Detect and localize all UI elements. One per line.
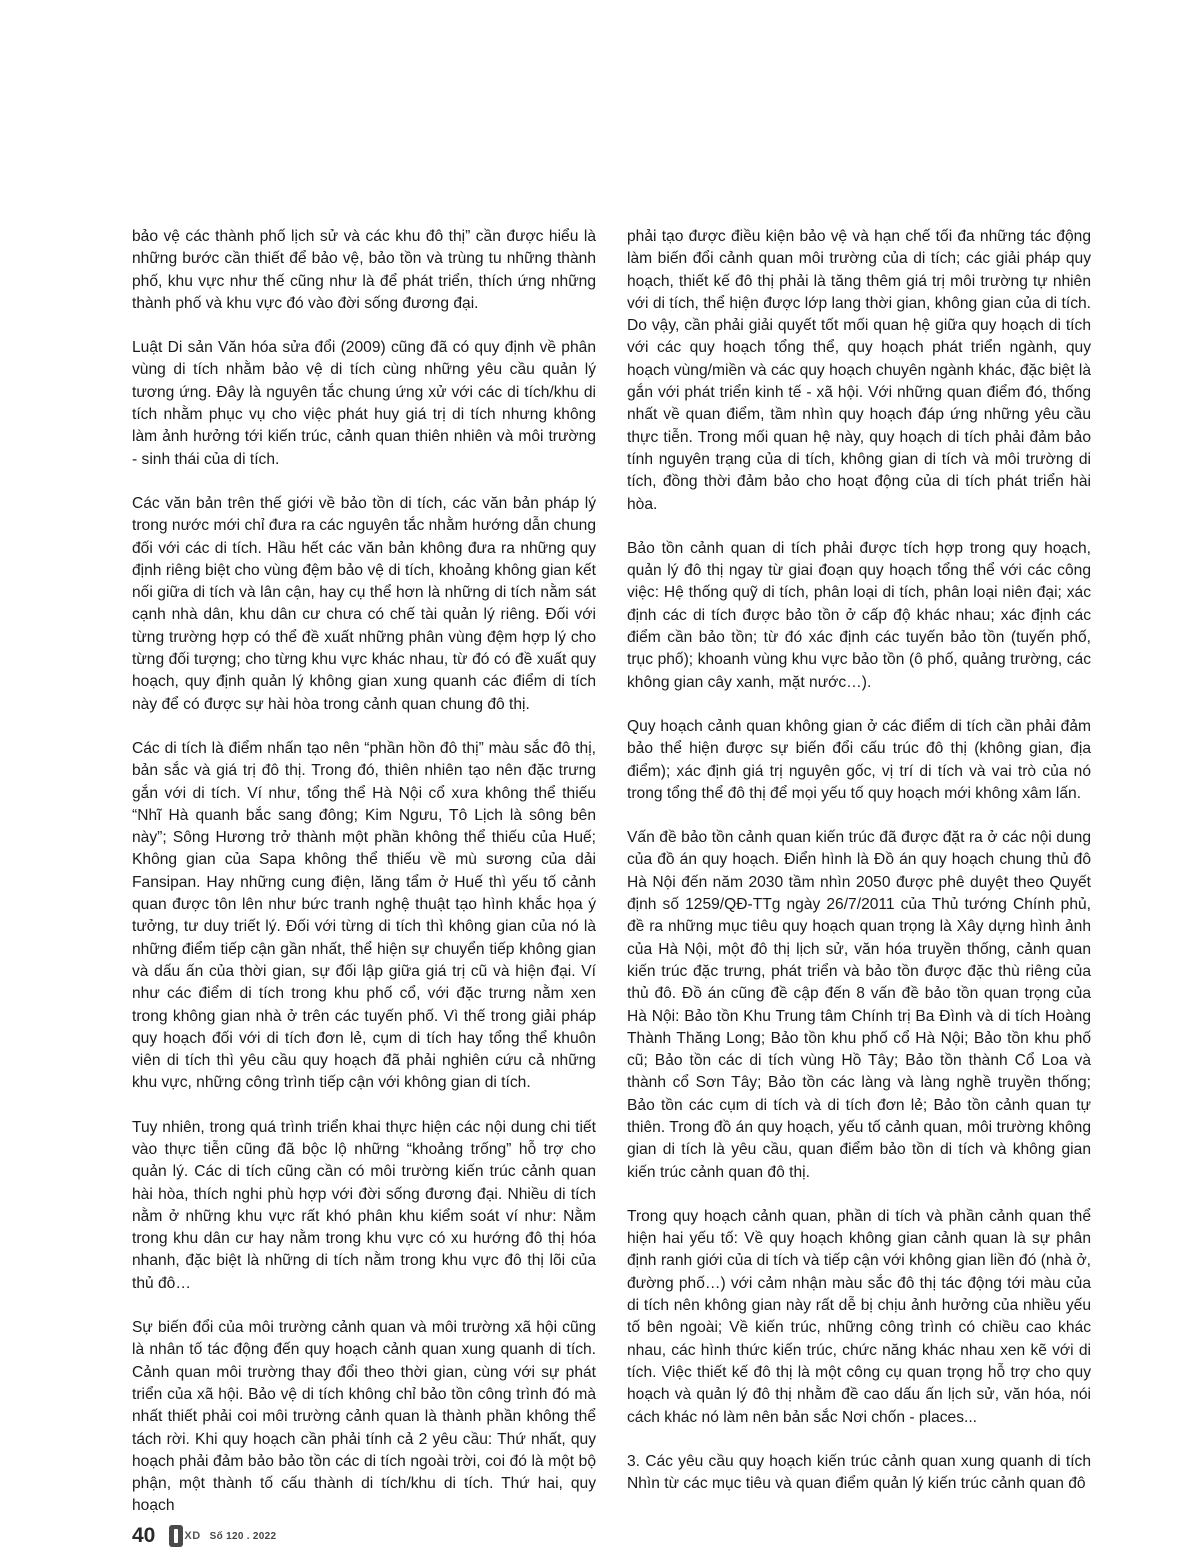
paragraph: Sự biến đổi của môi trường cảnh quan và môi trường xã hội cũng là nhân tố tác động đến quy hoạch cảnh quan xung quanh di tích. Cảnh quan môi trường thay đổi theo thời gian, cùng với sự phát triển của xã hội. Bảo vệ di tích không chỉ bảo tồn công trình đó mà nhất thiết phải coi môi trường cảnh quan là thành phần không thể tách rời. Khi quy hoạch cần phải tính cả 2 yêu cầu: Thứ nhất, quy hoạch phải đảm bảo bảo tồn các di tích ngoài trời, coi đó là một bộ phận, một thành tố cấu thành di tích/khu di tích. Thứ hai, quy hoạch xyxy=(132,1319,596,1515)
paragraph: Trong quy hoạch cảnh quan, phần di tích và phần cảnh quan thể hiện hai yếu tố: Về quy hoạch không gian cảnh quan là sự phân định ranh giới của di tích và tiếp cận với không gian liền đó (nhà ở, đường phố…) với cảm nhận màu sắc đô thị tác động tới màu của di tích nên không gian này rất dễ bị chịu ảnh hưởng của nhiều yếu tố bên ngoài; Về kiến trúc, những công trình có chiều cao khác nhau, các hình thức kiến trúc, chức năng khác nhau xen kẽ với di tích. Việc thiết kế đô thị là một công cụ quan trọng hỗ trợ cho quy hoạch và quản lý đô thị nhằm đề cao dấu ấn lịch sử, văn hóa, nói cách khác nó làm nên bản sắc Nơi chốn - places... xyxy=(627,1207,1091,1426)
paragraph: Quy hoạch cảnh quan không gian ở các điểm di tích cần phải đảm bảo thể hiện được sự biến đổi cấu trúc đô thị (không gian, địa điểm); xác định giá trị nguyên gốc, vị trí di tích và vai trò của nó trong tổng thể đô thị để mọi yếu tố quy hoạch mới không xâm lấn. xyxy=(627,717,1091,802)
magazine-logo xyxy=(169,1525,200,1547)
issue-label: Số 120 . 2022 xyxy=(209,1530,277,1542)
paragraph: phải tạo được điều kiện bảo vệ và hạn chế tối đa những tác động làm biến đổi cảnh quan môi trường của di tích; các giải pháp quy hoạch, thiết kế đô thị phải là tăng thêm giá trị môi trường tự nhiên với di tích, thể hiện được lớp lang thời gian, không gian của di tích. Do vậy, cần phải giải quyết tốt mối quan hệ giữa quy hoạch di tích với các quy hoạch tổng thể, quy hoạch phát triển ngành, quy hoạch vùng/miền và các quy hoạch chuyên ngành khác, đặc biệt là gắn với phát triển kinh tế - xã hội. Với những quan điểm đó, thống nhất về quan điểm, tầm nhìn quy hoạch đáp ứng những yêu cầu thực tiễn. Trong mối quan hệ này, quy hoạch di tích phải đảm bảo tính nguyên trạng của di tích, không gian di tích và môi trường di tích, đồng thời đảm bảo cho hoạt động của di tích phát triển hài hòa. xyxy=(627,228,1091,513)
right-column xyxy=(627,226,1091,1495)
logo-mark-icon xyxy=(169,1525,183,1547)
paragraph: bảo vệ các thành phố lịch sử và các khu đô thị” cần được hiểu là những bước cần thiết để bảo vệ, bảo tồn và trùng tu những thành phố, khu vực như thế cũng như là để phát triển, thích ứng những thành phố và khu vực đó vào đời sống đương đại. xyxy=(132,228,596,312)
paragraph: Vấn đề bảo tồn cảnh quan kiến trúc đã được đặt ra ở các nội dung của đồ án quy hoạch. Điển hình là Đồ án quy hoạch chung thủ đô Hà Nội đến năm 2030 tầm nhìn 2050 được phê duyệt theo Quyết định số 1259/QĐ-TTg ngày 26/7/2011 của Thủ tướng Chính phủ, đề ra những mục tiêu quy hoạch quan trọng là Xây dựng hình ảnh của Hà Nội, một đô thị lịch sử, văn hóa truyền thống, cảnh quan kiến trúc đặc trưng, phát triển và bảo tồn được đặc thù riêng của thủ đô. Đồ án cũng đề cập đến 8 vấn đề bảo tồn quan trọng của Hà Nội: Bảo tồn Khu Trung tâm Chính trị Ba Đình và di tích Hoàng Thành Thăng Long; Bảo tồn khu phố cổ Hà Nội; Bảo tồn khu phố cũ; Bảo tồn các di tích vùng Hồ Tây; Bảo tồn thành Cổ Loa và thành cổ Sơn Tây; Bảo tồn các làng và làng nghề truyền thống; Bảo tồn các cụm di tích và di tích đơn lẻ; Bảo tồn cảnh quan tự thiên. Trong đồ án quy hoạch, yếu tố cảnh quan, môi trường không gian di tích là yêu cầu, quan điểm bảo tồn di tích và không gian kiến trúc cảnh quan đô thị. xyxy=(627,829,1091,1181)
paragraph: Các di tích là điểm nhấn tạo nên “phần hồn đô thị” màu sắc đô thị, bản sắc và giá trị đô thị. Trong đó, thiên nhiên tạo nên đặc trưng gắn với di tích. Ví như, tổng thể Hà Nội cổ xưa không thể thiếu “Nhĩ Hà quanh bắc sang đông; Kim Ngưu, Tô Lịch là sông bên này”; Sông Hương trở thành một phần không thể thiếu của Huế; Không gian của Sapa không thể thiếu về mù sương của dải Fansipan. Hay những cung điện, lăng tẩm ở Huế thì yếu tố cảnh quan được tôn lên như bức tranh nghệ thuật tạo hình khắc họa ý tưởng, tư duy triết lý. Đối với từng di tích thì không gian của nó là những điểm tiếp cận gần nhất, thể hiện sự chuyển tiếp không gian và dấu ấn của thời gian, sự đối lập giữa giá trị cũ và hiện đại. Ví như các điểm di tích trong khu phố cổ, với đặc trưng nằm xen trong không gian nhà ở trên các tuyến phố. Vì thế trong giải pháp quy hoạch đối với di tích đơn lẻ, cụm di tích hay tổng thể khuôn viên di tích thì yêu cầu quy hoạch đã phải nghiên cứu cả những khu vực, những công trình tiếp cận với không gian di tích. xyxy=(132,739,596,1092)
paragraph: Các văn bản trên thế giới về bảo tồn di tích, các văn bản pháp lý trong nước mới chỉ đưa ra các nguyên tắc nhằm hướng dẫn chung đối với các di tích. Hầu hết các văn bản không đưa ra những quy định riêng biệt cho vùng đệm bảo vệ di tích, khoảng không gian kết nối giữa di tích và lân cận, hay cụ thể hơn là những di tích nằm sát cạnh nhà dân, khu dân cư chưa có chế tài quản lý riêng. Đối với từng trường hợp có thể đề xuất những phân vùng đệm hợp lý cho từng đối tượng; cho từng khu vực khác nhau, từ đó có đề xuất quy hoạch, quy định quản lý không gian xung quanh các điểm di tích này để có được sự hài hòa trong cảnh quan chung đô thị. xyxy=(132,494,596,713)
page-number: 40 xyxy=(132,1524,156,1547)
paragraph: Bảo tồn cảnh quan di tích phải được tích hợp trong quy hoạch, quản lý đô thị ngay từ giai đoạn quy hoạch tổng thể với các công việc: Hệ thống quỹ di tích, phân loại di tích, phân loại niên đại; xác định các di tích được bảo tồn ở cấp độ khác nhau; xác định các điểm cần bảo tồn; từ đó xác định các tuyến bảo tồn (tuyến phố, trục phố); khoanh vùng khu vực bảo tồn (ô phố, quảng trường, các không gian cây xanh, mặt nước…). xyxy=(627,539,1091,691)
left-column xyxy=(132,226,596,1518)
paragraph: Luật Di sản Văn hóa sửa đổi (2009) cũng đã có quy định về phân vùng di tích nhằm bảo vệ di tích cùng những yêu cầu quản lý tương ứng. Đây là nguyên tắc chung ứng xử với các di tích/khu di tích nhằm phục vụ cho việc phát huy giá trị di tích nhưng không làm ảnh hưởng tới kiến trúc, cảnh quan thiên nhiên và môi trường - sinh thái của di tích. xyxy=(132,339,596,468)
paragraph: Tuy nhiên, trong quá trình triển khai thực hiện các nội dung chi tiết vào thực tiễn cũng đã bộc lộ những “khoảng trống” hỗ trợ cho quản lý. Các di tích cũng cần có môi trường kiến trúc cảnh quan hài hòa, thích nghi phù hợp với đời sống đương đại. Nhiều di tích nằm ở những khu vực rất khó phân khu kiểm soát ví như: Nằm trong khu dân cư hay nằm trong khu vực có xu hướng đô thị hóa nhanh, đặc biệt là những di tích nằm trong khu vực đô thị lõi của thủ đô… xyxy=(132,1118,596,1292)
logo-text: XD xyxy=(184,1530,201,1542)
page-footer xyxy=(132,1521,276,1551)
section-heading-paragraph: 3. Các yêu cầu quy hoạch kiến trúc cảnh quan xung quanh di tích Nhìn từ các mục tiêu và quan điểm quản lý kiến trúc cảnh quan đô xyxy=(627,1452,1091,1493)
